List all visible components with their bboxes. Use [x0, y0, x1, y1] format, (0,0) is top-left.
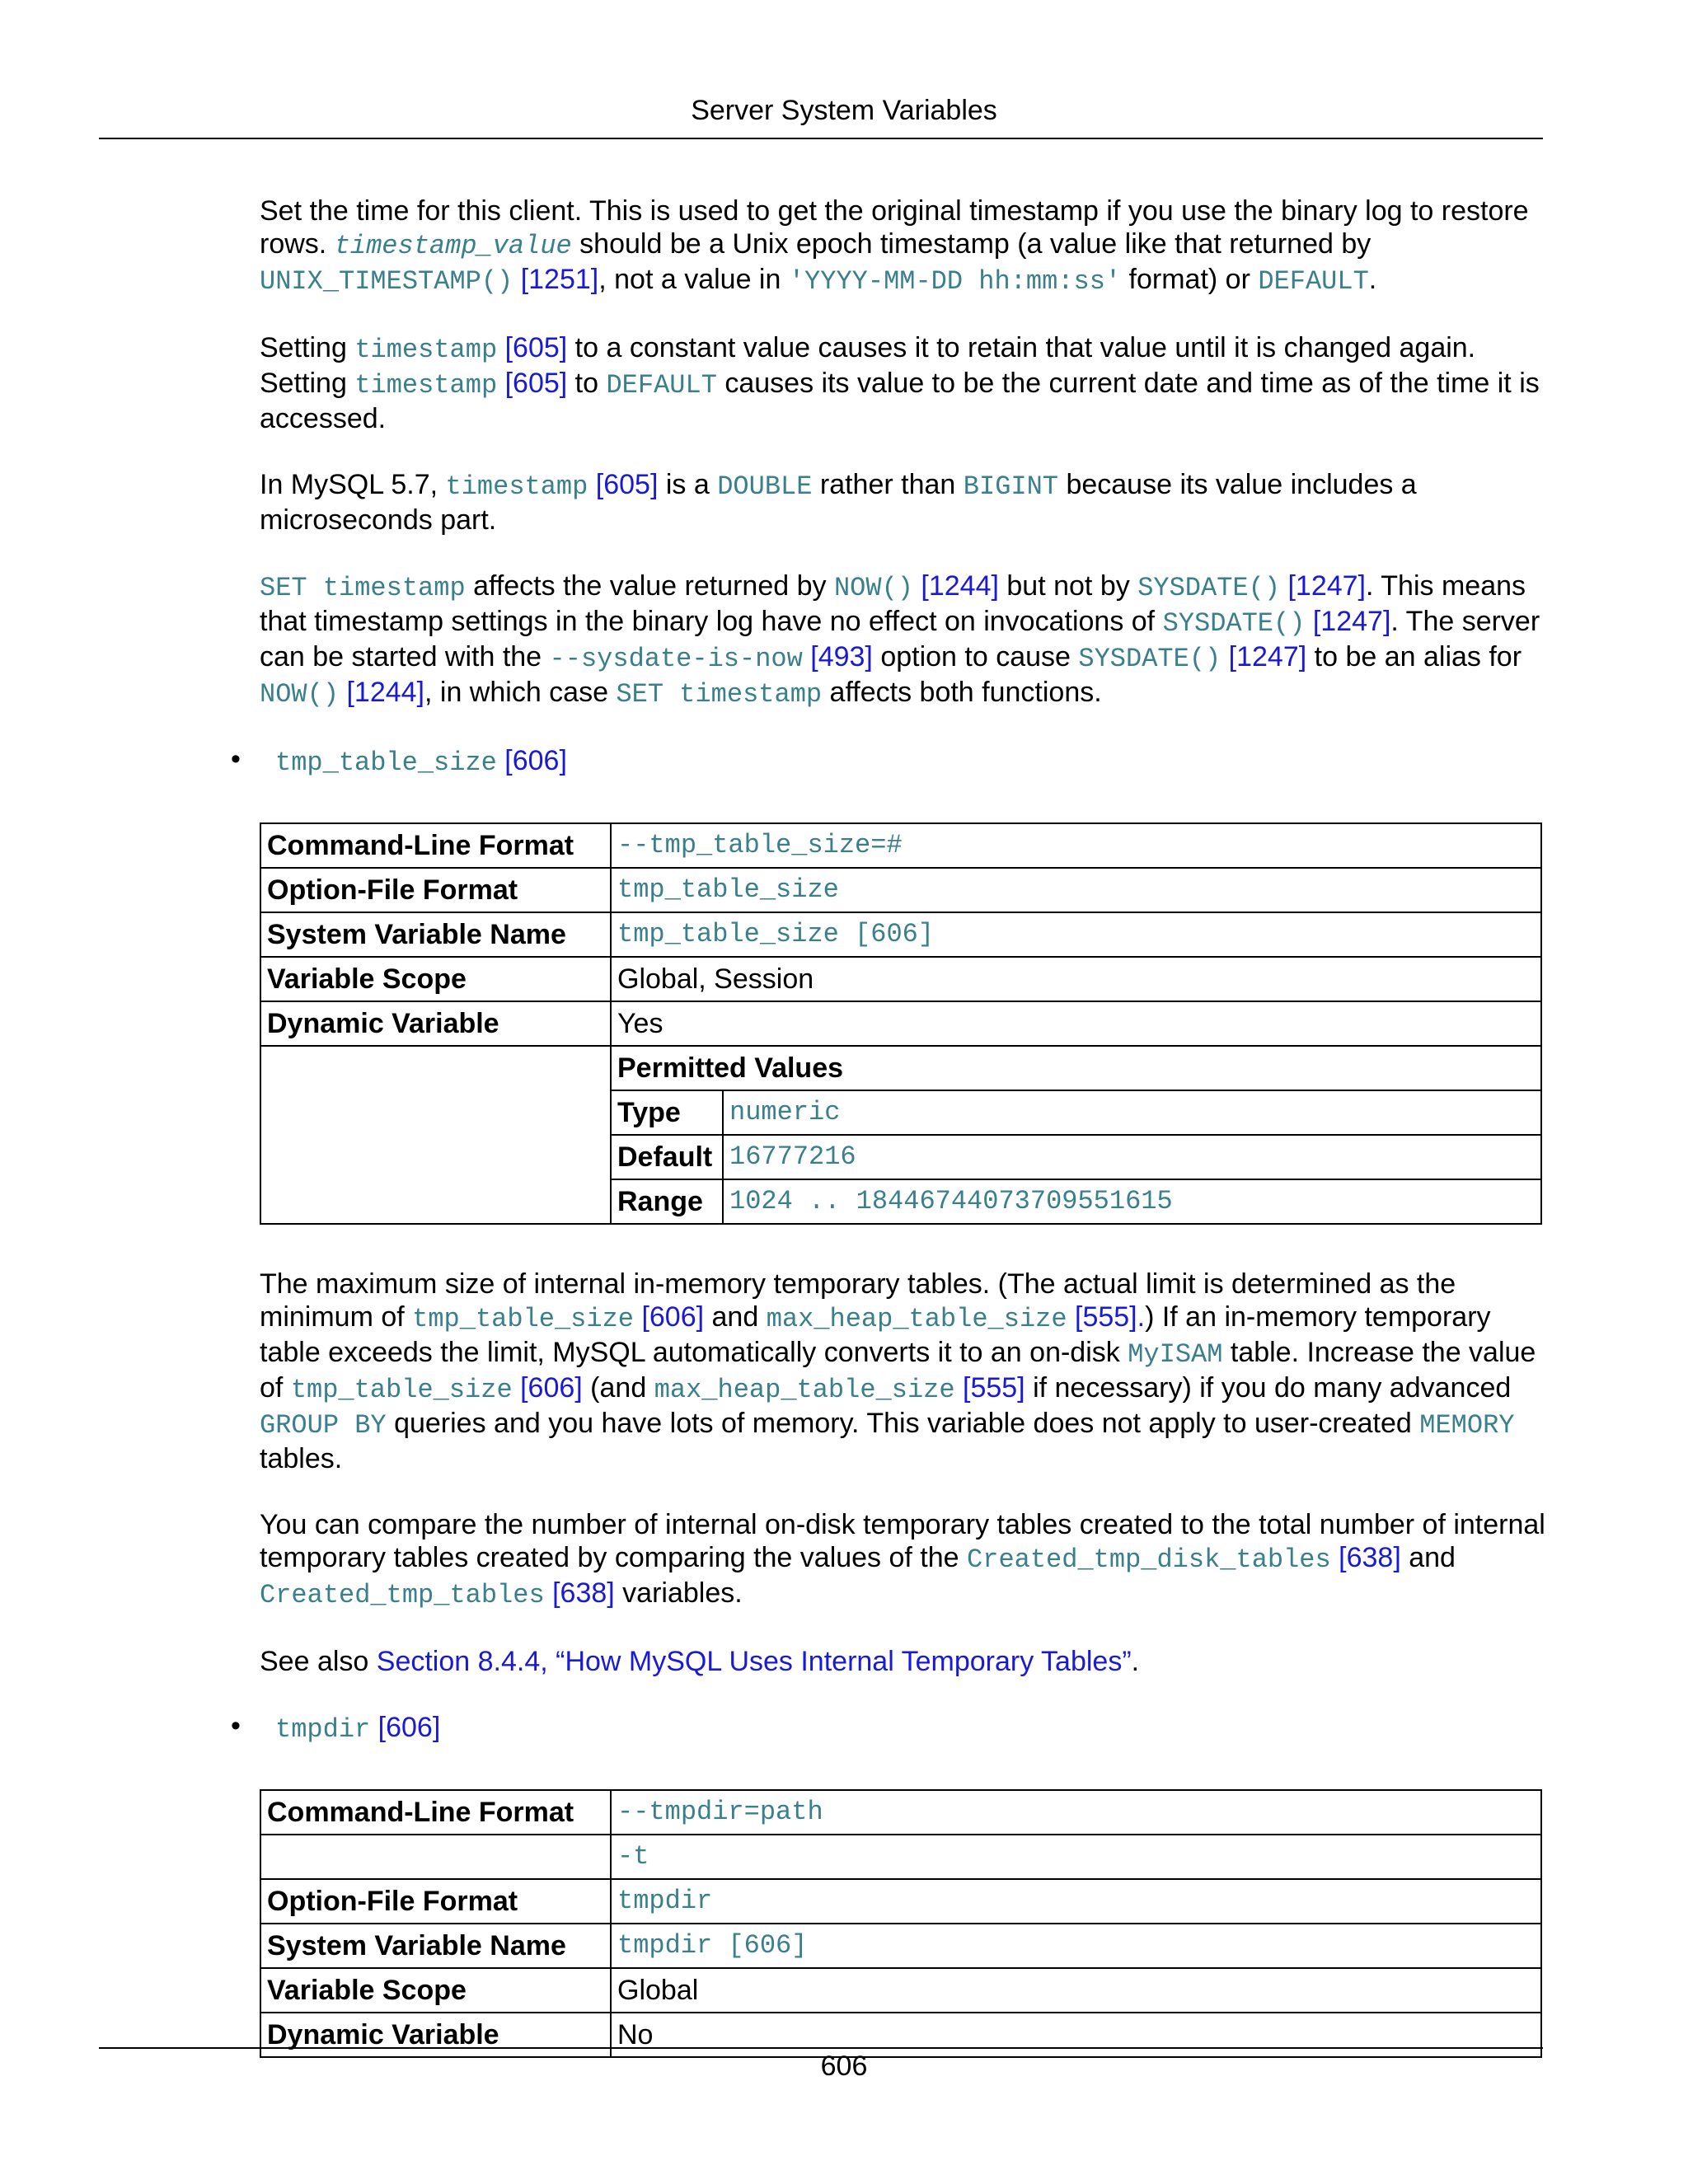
text: format) or	[1121, 264, 1259, 295]
row-label: Variable Scope	[260, 957, 611, 1001]
range-label: Range	[612, 1179, 723, 1223]
paragraph-setting-timestamp	[260, 331, 1545, 435]
code-set-timestamp: SET timestamp	[260, 573, 466, 603]
page-header: Server System Variables	[691, 95, 997, 126]
footer-rule	[99, 2047, 1543, 2049]
row-value: --tmpdir=path	[611, 1790, 1541, 1835]
text: to	[567, 368, 607, 399]
row-value: Yes	[611, 1001, 1541, 1046]
text: and	[1400, 1542, 1456, 1573]
code-tmp-table-size: tmp_table_size	[290, 1375, 513, 1405]
code-timestamp: timestamp	[445, 471, 588, 502]
bullet-tmp-table-size	[231, 743, 1545, 780]
code-double: DOUBLE	[717, 471, 813, 502]
page-ref-link[interactable]: [606]	[504, 745, 567, 776]
default-label: Default	[612, 1135, 723, 1179]
row-label: Command-Line Format	[260, 1790, 611, 1835]
text: (and	[582, 1372, 654, 1404]
page-ref-link[interactable]: [638]	[552, 1577, 615, 1609]
text: , not a value in	[598, 264, 789, 295]
text: affects the value returned by	[465, 570, 834, 602]
text: In MySQL 5.7,	[260, 469, 446, 500]
text: queries and you have lots of memory. This variable does not apply to user-created	[386, 1408, 1420, 1439]
paragraph-set-time	[260, 194, 1545, 298]
code-tmp-table-size: tmp_table_size	[412, 1304, 634, 1334]
text: to a constant value causes it to retain that value until it is changed again. Setting	[260, 332, 1476, 399]
table-row	[260, 1879, 1541, 1924]
section-link[interactable]: Section 8.4.4, “How MySQL Uses Internal Temporary Tables”	[376, 1646, 1132, 1677]
table-row	[260, 868, 1541, 912]
default-value: 16777216	[723, 1135, 1540, 1179]
page-ref-link[interactable]: [1247]	[1287, 570, 1366, 602]
bullet-marker: •	[231, 743, 241, 775]
permitted-values-heading: Permitted Values	[612, 1047, 1540, 1090]
header-rule	[99, 138, 1543, 139]
code-unix-timestamp: UNIX_TIMESTAMP()	[260, 266, 513, 297]
table-row	[260, 1790, 1541, 1835]
code-timestamp: timestamp	[354, 335, 498, 365]
row-label: System Variable Name	[260, 912, 611, 957]
row-label: Option-File Format	[260, 868, 611, 912]
row-label: System Variable Name	[260, 1924, 611, 1968]
text: and	[704, 1301, 767, 1333]
row-label: Variable Scope	[260, 1968, 611, 2013]
table-row	[612, 1047, 1540, 1090]
table-row	[260, 1924, 1541, 1968]
code-sysdate: SYSDATE()	[1162, 608, 1306, 639]
text: affects both functions.	[822, 677, 1102, 708]
code-default: DEFAULT	[606, 370, 717, 401]
page-ref-link[interactable]: [555]	[963, 1372, 1025, 1404]
code-group-by: GROUP BY	[260, 1410, 387, 1441]
text: The maximum size of internal in-memory temporary tables. (The actual limit is determined as the minimum of	[260, 1268, 1456, 1333]
code-max-heap-table-size: max_heap_table_size	[654, 1375, 955, 1405]
table-row	[260, 912, 1541, 957]
bullet-marker: •	[231, 1710, 241, 1741]
text: rather than	[812, 469, 964, 500]
text: variables.	[614, 1577, 743, 1609]
code-tmp-table-size: tmp_table_size	[275, 748, 497, 778]
page-ref-link[interactable]: [1251]	[520, 264, 599, 295]
text: Set the time for this client. This is used to get the original timestamp if you use the binary log to restore rows.	[260, 195, 1529, 260]
code-now: NOW()	[833, 573, 913, 603]
text: to be an alias for	[1306, 641, 1522, 673]
paragraph-set-timestamp	[260, 569, 1545, 711]
tmp-table-size-table	[260, 823, 1542, 1225]
text: .	[1368, 264, 1377, 295]
page-ref-link[interactable]: [605]	[504, 332, 568, 363]
paragraph-max-size	[260, 1268, 1545, 1475]
code-set-timestamp: SET timestamp	[616, 679, 823, 710]
code-created-tmp-tables: Created_tmp_tables	[260, 1580, 545, 1610]
permitted-values-cell	[611, 1046, 1541, 1224]
code-sysdate: SYSDATE()	[1078, 644, 1221, 674]
text: You can compare the number of internal on-disk temporary tables created to the total number of internal temporary tables created by comparing the values of the	[260, 1509, 1545, 1573]
text: because its value includes a microseconds part.	[260, 469, 1417, 536]
page-ref-link[interactable]: [1247]	[1312, 606, 1391, 637]
bullet-tmpdir	[231, 1710, 1545, 1746]
text: See also	[260, 1646, 377, 1677]
table-row	[260, 1046, 1541, 1224]
row-label: Dynamic Variable	[260, 1001, 611, 1046]
table-row	[612, 1135, 1540, 1179]
type-label: Type	[612, 1090, 723, 1135]
page-ref-link[interactable]: [638]	[1339, 1542, 1401, 1573]
text: tables.	[260, 1443, 343, 1474]
code-sysdate: SYSDATE()	[1137, 573, 1281, 603]
row-value: tmpdir	[611, 1879, 1541, 1924]
paragraph-mysql-57	[260, 468, 1545, 537]
text: causes its value to be the current date and time as of the time it is accessed.	[260, 368, 1540, 434]
row-value: --tmp_table_size=#	[611, 823, 1541, 868]
type-value: numeric	[723, 1090, 1540, 1135]
code-memory: MEMORY	[1419, 1410, 1515, 1441]
table-row	[260, 1968, 1541, 2013]
page-ref-link[interactable]: [606]	[377, 1712, 441, 1743]
table-row	[260, 1835, 1541, 1879]
page-ref-link[interactable]: [606]	[641, 1301, 705, 1333]
page-ref-link[interactable]: [606]	[520, 1372, 583, 1404]
code-sysdate-is-now: --sysdate-is-now	[549, 644, 803, 674]
code-created-tmp-disk-tables: Created_tmp_disk_tables	[967, 1544, 1331, 1575]
page-ref-link[interactable]: [493]	[810, 641, 873, 673]
page-ref-link[interactable]: [1244]	[921, 570, 999, 602]
table-row	[260, 957, 1541, 1001]
row-label: Dynamic Variable	[260, 2013, 611, 2057]
row-value: No	[611, 2013, 1541, 2057]
page-ref-link[interactable]: [605]	[504, 368, 568, 399]
row-label: Option-File Format	[260, 1879, 611, 1924]
row-value: Global, Session	[611, 957, 1541, 1001]
text: if necessary) if you do many advanced	[1025, 1372, 1512, 1404]
code-timestamp: timestamp	[354, 370, 498, 401]
text: ) If an in-memory temporary table exceeds the limit, MySQL automatically converts it to an on-disk	[260, 1301, 1491, 1368]
row-value: -t	[611, 1835, 1541, 1879]
code-now: NOW()	[260, 679, 340, 710]
text: is a	[658, 469, 718, 500]
text: . This means that timestamp settings in the binary log have no effect on invocations of	[260, 570, 1526, 637]
row-value: tmpdir [606]	[611, 1924, 1541, 1968]
code-timestamp-value: timestamp_value	[334, 231, 572, 261]
page-ref-link[interactable]: [1244]	[346, 677, 424, 708]
page-ref-link[interactable]: [555].	[1075, 1301, 1146, 1333]
code-date-format: 'YYYY-MM-DD hh:mm:ss'	[788, 266, 1122, 297]
code-max-heap-table-size: max_heap_table_size	[766, 1304, 1067, 1334]
table-row	[612, 1179, 1540, 1223]
row-label	[260, 1835, 611, 1879]
page-ref-link[interactable]: [605]	[595, 469, 659, 500]
row-value: tmp_table_size	[611, 868, 1541, 912]
text: , in which case	[424, 677, 617, 708]
row-value: Global	[611, 1968, 1541, 2013]
row-label-empty	[260, 1046, 611, 1224]
table-row	[260, 823, 1541, 868]
code-bigint: BIGINT	[963, 471, 1058, 502]
paragraph-compare	[260, 1508, 1545, 1612]
text: option to cause	[872, 641, 1079, 673]
text: .	[1131, 1646, 1140, 1677]
permitted-values-table	[612, 1047, 1540, 1223]
row-label: Command-Line Format	[260, 823, 611, 868]
text: . The server can be started with the	[260, 606, 1540, 673]
range-value: 1024 .. 18446744073709551615	[723, 1179, 1540, 1223]
code-myisam: MyISAM	[1128, 1339, 1223, 1370]
table-row	[260, 1001, 1541, 1046]
row-value: tmp_table_size [606]	[611, 912, 1541, 957]
text: table. Increase the value of	[260, 1337, 1536, 1404]
text: should be a Unix epoch timestamp (a value like that returned by	[571, 228, 1372, 260]
tmpdir-table	[260, 1789, 1542, 2058]
page-content	[231, 194, 1545, 2101]
page-number: 606	[820, 2050, 868, 2082]
text: Setting	[260, 332, 355, 363]
code-tmpdir: tmpdir	[275, 1714, 371, 1745]
table-row	[612, 1090, 1540, 1135]
paragraph-see-also	[260, 1645, 1545, 1678]
code-default: DEFAULT	[1258, 266, 1369, 297]
page-ref-link[interactable]: [1247]	[1228, 641, 1307, 673]
text: but not by	[998, 570, 1138, 602]
